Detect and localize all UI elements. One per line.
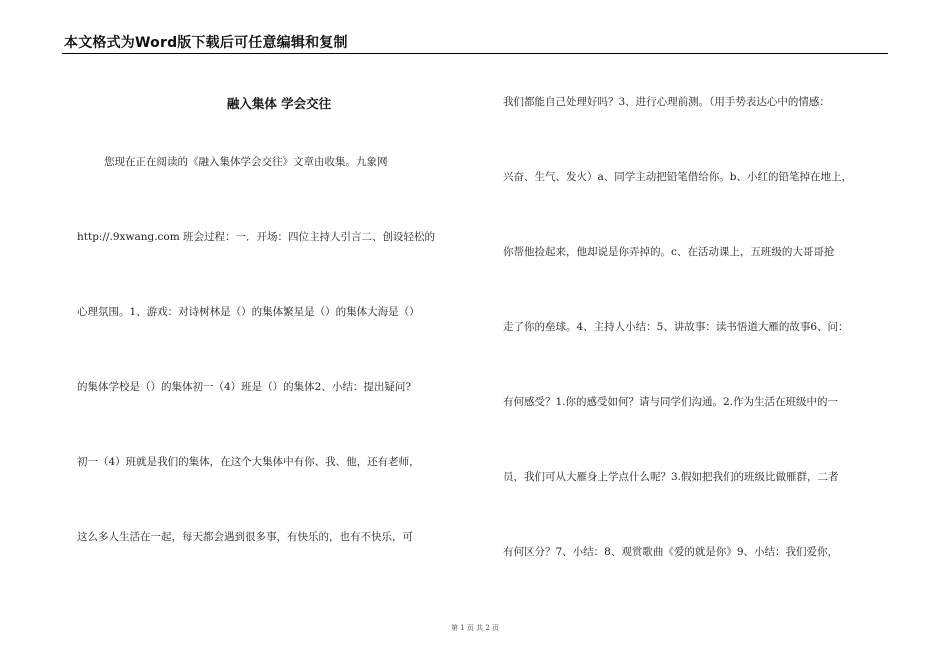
right-line-5: 有何感受？1.你的感受如何？请与同学们沟通。2.作为生活在班级中的一 <box>503 396 839 408</box>
page-number: 第 1 页 共 2 页 <box>450 624 500 632</box>
left-line-6: 这么多人生活在一起，每天都会遇到很多事，有快乐的，也有不快乐，可 <box>77 531 413 543</box>
left-line-5: 初一（4）班就是我们的集体，在这个大集体中有你、我、他，还有老师， <box>77 456 420 468</box>
left-line-1: 您现在正在阅读的《融入集体学会交往》文章由收集。九象网 <box>104 156 388 168</box>
left-line-2: http://.9xwang.com 班会过程：一．开场：四位主持人引言二、创设轻松的 <box>77 231 436 243</box>
right-line-1: 我们都能自己处理好吗？3、进行心理前测。（用手势表达心中的情感： <box>503 96 830 108</box>
left-line-4: 的集体学校是（）的集体初一（4）班是（）的集体2、小结：提出疑问? <box>77 381 411 393</box>
header-title: 本文格式为Word版下载后可任意编辑和复制 <box>64 35 348 51</box>
right-line-7: 有何区分？7、小结：8、观赏歌曲《爱的就是你》9、小结：我们爱你， <box>503 546 839 558</box>
right-line-3: 你帮他捡起来，他却说是你弄掉的。c、在活动课上，五班级的大哥哥抢 <box>503 246 835 258</box>
header-divider <box>62 53 888 54</box>
left-line-3: 心理氛围。1、游戏：对诗树林是（）的集体繁星是（）的集体大海是（） <box>77 306 420 318</box>
right-line-6: 员，我们可从大雁身上学点什么呢？3.假如把我们的班级比做雁群，二者 <box>503 471 839 483</box>
right-line-4: 走了你的垒球。4、主持人小结：5、讲故事：读书悟道大雁的故事6、问： <box>503 321 849 333</box>
right-line-2: 兴奋、生气、发火）a、同学主动把铅笔借给你。b、小红的铅笔掉在地上， <box>503 171 852 183</box>
document-title: 融入集体 学会交往 <box>226 96 332 111</box>
